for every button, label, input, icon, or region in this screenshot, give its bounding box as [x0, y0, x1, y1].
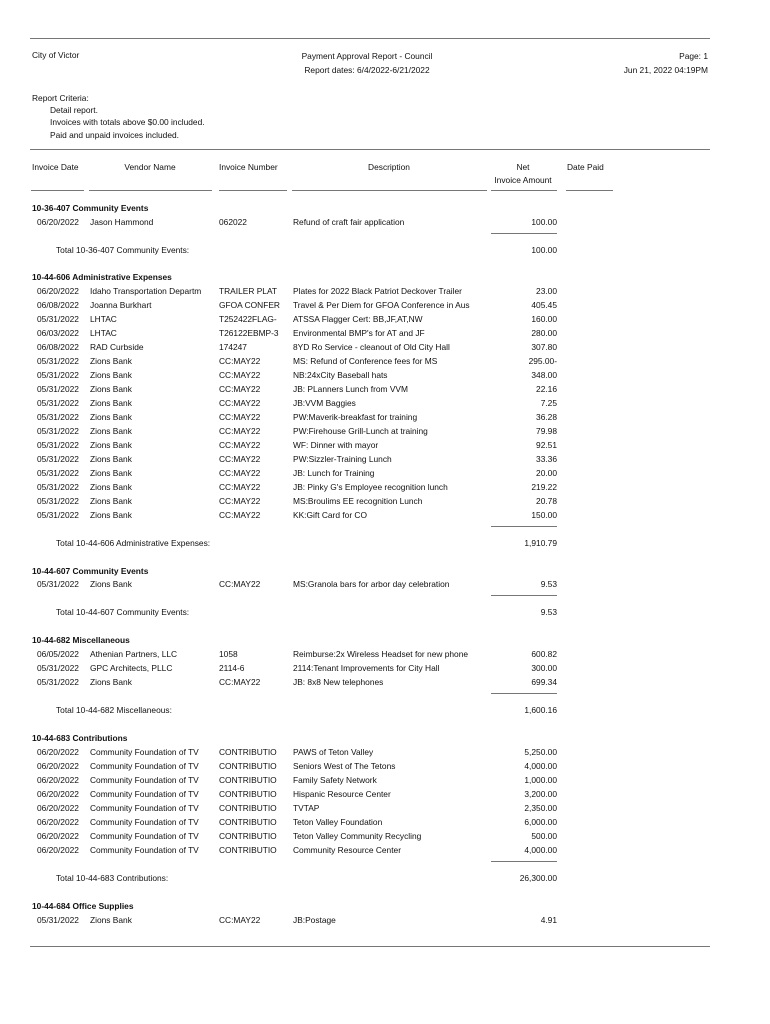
invoice-date: 06/20/2022	[37, 845, 79, 855]
col-underline	[31, 190, 84, 191]
table-row	[0, 579, 770, 593]
net-amount: 23.00	[536, 286, 557, 296]
description: Seniors West of The Tetons	[293, 761, 396, 771]
invoice-number: CC:MAY22	[219, 468, 261, 478]
invoice-date: 05/31/2022	[37, 468, 79, 478]
description: Family Safety Network	[293, 775, 377, 785]
vendor-name: Community Foundation of TV	[90, 747, 199, 757]
vendor-name: Zions Bank	[90, 440, 132, 450]
section-title: 10-44-606 Administrative Expenses	[32, 272, 172, 282]
vendor-name: Community Foundation of TV	[90, 789, 199, 799]
invoice-date: 06/20/2022	[37, 286, 79, 296]
section-title: 10-36-407 Community Events	[32, 203, 149, 213]
section-total-amount: 9.53	[540, 607, 557, 617]
invoice-date: 06/03/2022	[37, 328, 79, 338]
net-amount: 219.22	[531, 482, 557, 492]
description: NB:24xCity Baseball hats	[293, 370, 388, 380]
invoice-date: 06/20/2022	[37, 747, 79, 757]
table-row	[0, 454, 770, 468]
col-net-line1: Net	[516, 162, 530, 172]
net-amount: 348.00	[531, 370, 557, 380]
section-title: 10-44-684 Office Supplies	[32, 901, 134, 911]
net-amount: 2,350.00	[524, 803, 557, 813]
table-row	[0, 286, 770, 300]
criteria-line: Detail report.	[50, 105, 98, 116]
description: MS:Broulims EE recognition Lunch	[293, 496, 423, 506]
invoice-number: T252422FLAG-	[219, 314, 277, 324]
table-row	[0, 398, 770, 412]
vendor-name: Zions Bank	[90, 468, 132, 478]
section-total-label: Total 10-36-407 Community Events:	[56, 245, 190, 255]
description: MS: Refund of Conference fees for MS	[293, 356, 438, 366]
net-amount: 699.34	[531, 677, 557, 687]
org-name: City of Victor	[32, 50, 80, 60]
description: WF: Dinner with mayor	[293, 440, 379, 450]
table-row	[0, 747, 770, 761]
description: JB: PLanners Lunch from VVM	[293, 384, 408, 394]
table-row	[0, 482, 770, 496]
net-amount: 79.98	[536, 426, 557, 436]
vendor-name: Community Foundation of TV	[90, 761, 199, 771]
invoice-date: 06/20/2022	[37, 803, 79, 813]
invoice-date: 05/31/2022	[37, 412, 79, 422]
vendor-name: Zions Bank	[90, 496, 132, 506]
report-title: Payment Approval Report - Council	[301, 51, 433, 61]
print-timestamp: Jun 21, 2022 04:19PM	[623, 64, 708, 75]
invoice-date: 05/31/2022	[37, 426, 79, 436]
bottom-rule	[30, 946, 710, 947]
net-amount: 600.82	[531, 649, 557, 659]
table-row	[0, 775, 770, 789]
invoice-date: 05/31/2022	[37, 579, 79, 589]
vendor-name: Zions Bank	[90, 356, 132, 366]
section-title: 10-44-607 Community Events	[32, 566, 149, 576]
vendor-name: Zions Bank	[90, 677, 132, 687]
vendor-name: Community Foundation of TV	[90, 845, 199, 855]
table-row	[0, 496, 770, 510]
vendor-name: Zions Bank	[90, 398, 132, 408]
invoice-date: 06/20/2022	[37, 789, 79, 799]
table-row	[0, 510, 770, 524]
vendor-name: Zions Bank	[90, 426, 132, 436]
description: JB: 8x8 New telephones	[293, 677, 384, 687]
col-underline	[566, 190, 613, 191]
net-amount: 280.00	[531, 328, 557, 338]
criteria-label: Report Criteria:	[32, 93, 89, 103]
criteria-line: Invoices with totals above $0.00 included.	[50, 117, 205, 128]
vendor-name: GPC Architects, PLLC	[90, 663, 173, 673]
net-amount: 500.00	[531, 831, 557, 841]
invoice-number: CC:MAY22	[219, 412, 261, 422]
description: Refund of craft fair application	[293, 217, 405, 227]
col-vendor-name: Vendor Name	[124, 162, 176, 172]
vendor-name: Zions Bank	[90, 579, 132, 589]
invoice-date: 05/31/2022	[37, 663, 79, 673]
invoice-date: 05/31/2022	[37, 370, 79, 380]
net-amount: 300.00	[531, 663, 557, 673]
report-dates: Report dates: 6/4/2022-6/21/2022	[304, 64, 430, 75]
net-amount: 92.51	[536, 440, 557, 450]
invoice-date: 05/31/2022	[37, 496, 79, 506]
table-row	[0, 370, 770, 384]
vendor-name: Zions Bank	[90, 384, 132, 394]
top-rule	[30, 38, 710, 39]
vendor-name: Joanna Burkhart	[90, 300, 152, 310]
description: TVTAP	[293, 803, 320, 813]
invoice-number: TRAILER PLAT	[219, 286, 278, 296]
vendor-name: Community Foundation of TV	[90, 831, 199, 841]
description: PAWS of Teton Valley	[293, 747, 374, 757]
invoice-date: 05/31/2022	[37, 398, 79, 408]
section-total-label: Total 10-44-683 Contributions:	[56, 873, 169, 883]
invoice-number: CONTRIBUTIO	[219, 845, 277, 855]
vendor-name: Zions Bank	[90, 510, 132, 520]
total-rule	[491, 693, 557, 694]
col-underline	[292, 190, 487, 191]
table-row	[0, 217, 770, 231]
description: Environmental BMP's for AT and JF	[293, 328, 425, 338]
invoice-number: CC:MAY22	[219, 454, 261, 464]
invoice-number: CONTRIBUTIO	[219, 761, 277, 771]
table-row	[0, 831, 770, 845]
net-amount: 4,000.00	[524, 845, 557, 855]
invoice-date: 06/08/2022	[37, 300, 79, 310]
vendor-name: Jason Hammond	[90, 217, 154, 227]
table-row	[0, 300, 770, 314]
table-row	[0, 468, 770, 482]
invoice-date: 06/20/2022	[37, 831, 79, 841]
col-underline	[89, 190, 212, 191]
table-row	[0, 803, 770, 817]
invoice-date: 05/31/2022	[37, 482, 79, 492]
net-amount: 5,250.00	[524, 747, 557, 757]
vendor-name: Community Foundation of TV	[90, 775, 199, 785]
description: MS:Granola bars for arbor day celebration	[293, 579, 450, 589]
description: Travel & Per Diem for GFOA Conference in Aus	[293, 300, 470, 310]
description: Community Resource Center	[293, 845, 401, 855]
col-date-paid: Date Paid	[567, 162, 604, 172]
table-row	[0, 342, 770, 356]
table-row	[0, 384, 770, 398]
col-underline	[219, 190, 287, 191]
description: Teton Valley Community Recycling	[293, 831, 422, 841]
description: JB:VVM Baggies	[293, 398, 356, 408]
col-description: Description	[368, 162, 410, 172]
net-amount: 9.53	[540, 579, 557, 589]
invoice-date: 06/20/2022	[37, 761, 79, 771]
net-amount: 4.91	[540, 915, 557, 925]
net-amount: 36.28	[536, 412, 557, 422]
table-row	[0, 426, 770, 440]
invoice-date: 05/31/2022	[37, 314, 79, 324]
vendor-name: LHTAC	[90, 328, 117, 338]
description: Plates for 2022 Black Patriot Deckover Trailer	[293, 286, 462, 296]
table-row	[0, 789, 770, 803]
table-row	[0, 440, 770, 454]
table-row	[0, 845, 770, 859]
invoice-number: CONTRIBUTIO	[219, 831, 277, 841]
description: ATSSA Flagger Cert: BB,JF,AT,NW	[293, 314, 423, 324]
invoice-number: CC:MAY22	[219, 440, 261, 450]
total-rule	[491, 861, 557, 862]
invoice-number: CONTRIBUTIO	[219, 775, 277, 785]
invoice-date: 05/31/2022	[37, 356, 79, 366]
invoice-date: 05/31/2022	[37, 384, 79, 394]
description: JB: Lunch for Training	[293, 468, 375, 478]
invoice-number: T26122EBMP-3	[219, 328, 279, 338]
invoice-number: CONTRIBUTIO	[219, 747, 277, 757]
invoice-date: 05/31/2022	[37, 915, 79, 925]
invoice-number: CC:MAY22	[219, 398, 261, 408]
invoice-number: CC:MAY22	[219, 482, 261, 492]
invoice-number: CC:MAY22	[219, 510, 261, 520]
page-number: Page: 1	[679, 51, 708, 61]
net-amount: 1,000.00	[524, 775, 557, 785]
net-amount: 20.00	[536, 468, 557, 478]
net-amount: 6,000.00	[524, 817, 557, 827]
net-amount: 307.80	[531, 342, 557, 352]
section-total-label: Total 10-44-682 Miscellaneous:	[56, 705, 172, 715]
description: Reimburse:2x Wireless Headset for new phone	[293, 649, 469, 659]
invoice-date: 05/31/2022	[37, 510, 79, 520]
section-total-amount: 1,910.79	[524, 538, 557, 548]
report-criteria	[32, 92, 205, 141]
invoice-number: 2114-6	[219, 663, 245, 673]
section-total-amount: 26,300.00	[519, 873, 557, 883]
table-row	[0, 412, 770, 426]
page-info	[624, 50, 708, 77]
description: 8YD Ro Service - cleanout of Old City Hall	[293, 342, 450, 352]
description: Hispanic Resource Center	[293, 789, 391, 799]
section-title: 10-44-683 Contributions	[32, 733, 128, 743]
table-row	[0, 761, 770, 775]
total-rule	[491, 595, 557, 596]
table-row	[0, 677, 770, 691]
total-rule	[491, 233, 557, 234]
description: PW:Sizzler-Training Lunch	[293, 454, 392, 464]
invoice-number: CONTRIBUTIO	[219, 817, 277, 827]
invoice-date: 05/31/2022	[37, 440, 79, 450]
description: 2114:Tenant Improvements for City Hall	[293, 663, 440, 673]
invoice-number: CONTRIBUTIO	[219, 803, 277, 813]
criteria-line: Paid and unpaid invoices included.	[50, 129, 179, 140]
invoice-number: CC:MAY22	[219, 915, 261, 925]
table-row	[0, 817, 770, 831]
net-amount: 160.00	[531, 314, 557, 324]
invoice-date: 05/31/2022	[37, 454, 79, 464]
net-amount: 150.00	[531, 510, 557, 520]
description: KK:Gift Card for CO	[293, 510, 367, 520]
invoice-date: 05/31/2022	[37, 677, 79, 687]
col-net-amount	[488, 161, 558, 187]
section-title: 10-44-682 Miscellaneous	[32, 635, 130, 645]
vendor-name: Zions Bank	[90, 915, 132, 925]
description: PW:Maverik-breakfast for training	[293, 412, 418, 422]
net-amount: 295.00-	[528, 356, 557, 366]
invoice-date: 06/20/2022	[37, 775, 79, 785]
section-total-label: Total 10-44-606 Administrative Expenses:	[56, 538, 211, 548]
col-underline	[491, 190, 557, 191]
invoice-date: 06/20/2022	[37, 817, 79, 827]
description: JB: Pinky G's Employee recognition lunch	[293, 482, 448, 492]
table-row	[0, 356, 770, 370]
invoice-number: 062022	[219, 217, 247, 227]
invoice-number: CONTRIBUTIO	[219, 789, 277, 799]
table-row	[0, 328, 770, 342]
col-invoice-number: Invoice Number	[219, 162, 278, 172]
table-row	[0, 915, 770, 929]
description: PW:Firehouse Grill-Lunch at training	[293, 426, 428, 436]
vendor-name: Community Foundation of TV	[90, 803, 199, 813]
description: Teton Valley Foundation	[293, 817, 383, 827]
criteria-rule	[30, 149, 710, 150]
invoice-number: CC:MAY22	[219, 426, 261, 436]
vendor-name: LHTAC	[90, 314, 117, 324]
net-amount: 100.00	[531, 217, 557, 227]
vendor-name: Athenian Partners, LLC	[90, 649, 178, 659]
net-amount: 20.78	[536, 496, 557, 506]
invoice-date: 06/20/2022	[37, 217, 79, 227]
invoice-number: CC:MAY22	[219, 384, 261, 394]
invoice-number: 1058	[219, 649, 238, 659]
table-row	[0, 663, 770, 677]
net-amount: 4,000.00	[524, 761, 557, 771]
vendor-name: Idaho Transportation Departm	[90, 286, 202, 296]
vendor-name: Zions Bank	[90, 482, 132, 492]
col-invoice-date: Invoice Date	[32, 162, 79, 172]
table-row	[0, 649, 770, 663]
vendor-name: Zions Bank	[90, 370, 132, 380]
invoice-number: CC:MAY22	[219, 356, 261, 366]
section-total-label: Total 10-44-607 Community Events:	[56, 607, 190, 617]
invoice-number: CC:MAY22	[219, 370, 261, 380]
description: JB:Postage	[293, 915, 336, 925]
vendor-name: RAD Curbside	[90, 342, 144, 352]
total-rule	[491, 526, 557, 527]
net-amount: 33.36	[536, 454, 557, 464]
invoice-number: GFOA CONFER	[219, 300, 280, 310]
invoice-number: 174247	[219, 342, 247, 352]
table-row	[0, 314, 770, 328]
vendor-name: Community Foundation of TV	[90, 817, 199, 827]
net-amount: 7.25	[540, 398, 557, 408]
section-total-amount: 1,600.16	[524, 705, 557, 715]
vendor-name: Zions Bank	[90, 454, 132, 464]
net-amount: 3,200.00	[524, 789, 557, 799]
invoice-number: CC:MAY22	[219, 496, 261, 506]
report-title-block	[235, 50, 499, 77]
section-total-amount: 100.00	[531, 245, 557, 255]
net-amount: 22.16	[536, 384, 557, 394]
net-amount: 405.45	[531, 300, 557, 310]
invoice-date: 06/08/2022	[37, 342, 79, 352]
vendor-name: Zions Bank	[90, 412, 132, 422]
invoice-number: CC:MAY22	[219, 579, 261, 589]
invoice-number: CC:MAY22	[219, 677, 261, 687]
invoice-date: 06/05/2022	[37, 649, 79, 659]
col-net-line2: Invoice Amount	[494, 175, 552, 185]
